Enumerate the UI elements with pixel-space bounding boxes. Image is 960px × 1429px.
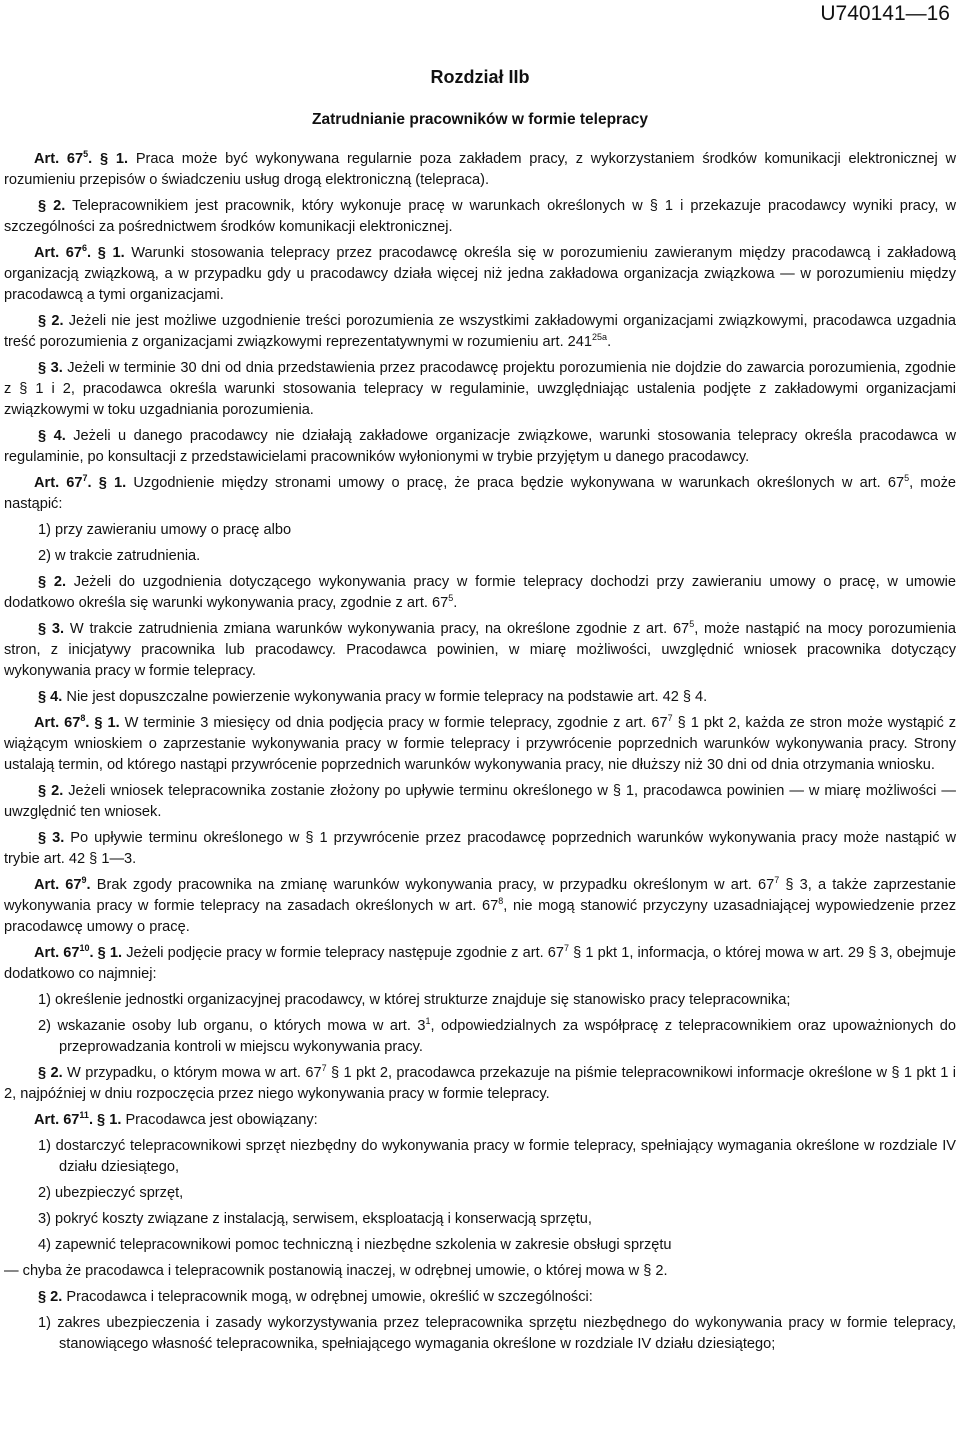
paragraph: § 2. Jeżeli do uzgodnienia dotyczącego wykonywania pracy w formie telepracy dochodzi przy zawieraniu umowy o pracę, w umowie dodatkowo określa się warunki wykonywania pracy, zgodnie z art. $67^5$. [4, 574, 956, 611]
paragraph: Art. $67^5$. § 1. Praca może być wykonywana regularnie poza zakładem pracy, z wykorzystaniem środków komunikacji elektronicznej w rozumieniu przepisów o świadczeniu usług drogą elektroniczną (telepraca). [4, 149, 957, 188]
paragraph: § 2. Telepracownikiem jest pracownik, który wykonuje pracę w warunkach określonych w § 1 i przekazuje pracodawcy wyniki pracy, w szczególności za pośrednictwem środków komunikacji elektronicznej. [4, 198, 956, 235]
chapter-subtitle: Zatrudnianie pracowników w formie telepracy [312, 111, 648, 128]
paragraph: § 2. Pracodawca i telepracownik mogą, w odrębnej umowie, określić w szczególności: [38, 1289, 593, 1305]
page-number: U740141—16 [820, 2, 950, 25]
paragraph: Art. $67^8$. § 1. W terminie 3 miesięcy od dnia podjęcia pracy w formie telepracy, zgodnie z art. $67^7$ § 1 pkt 2, każda ze stron może wystąpić z wiążącym wnioskiem o zaprzestanie wykonywania pracy w formie telepracy i przywrócenie poprzednich warunków wykonywania pracy. Strony ustalają termin, od którego nastąpi przywrócenie poprzednich warunków wykonywania pracy, nie dłuższy niż 30 dni od dnia otrzymania wniosku. [4, 713, 957, 773]
paragraph: Art. $67^6$. § 1. Warunki stosowania telepracy przez pracodawcę określa się w porozumieniu zawieranym między pracodawcą i zakładową organizacją związkową, a w przypadku gdy u pracodawcy działa więcej niż jedna zakładowa organizacja związkowa — w porozumieniu między pracodawcą a tymi organizacjami. [4, 243, 957, 303]
list-item: 4) zapewnić telepracownikowi pomoc techniczną i niezbędne szkolenia w zakresie obsługi sprzętu [38, 1237, 672, 1253]
list-item: 1) określenie jednostki organizacyjnej pracodawcy, w której strukturze znajduje się stanowisko pracy telepracownika; [38, 992, 791, 1008]
list-item: 2) w trakcie zatrudnienia. [38, 548, 201, 564]
article-body [4, 149, 956, 1360]
paragraph: § 3. Jeżeli w terminie 30 dni od dnia przedstawienia przez pracodawcę projektu porozumienia nie dojdzie do zawarcia porozumienia, zgodnie z § 1 i 2, pracodawca określa warunki stosowania telepracy w regulaminie, uwzględniając ustalenia podjęte z zakładowymi organizacjami związkowymi w toku uzgadniania porozumienia. [4, 360, 957, 418]
paragraph: Art. $67^{10}$. § 1. Jeżeli podjęcie pracy w formie telepracy następuje zgodnie z art. $67^7$ § 1 pkt 1, informacja, o której mowa w art. 29 § 3, obejmuje dodatkowo co najmniej: [4, 943, 956, 982]
paragraph: § 2. Jeżeli wniosek telepracownika zostanie złożony po upływie terminu określonego w § 1, pracodawca powinien — w miarę możliwości — uwzględnić ten wniosek. [4, 783, 956, 820]
list-item: 2) wskazanie osoby lub organu, o których mowa w art. $3^1$, odpowiedzialnych za współpracę z telepracownikiem oraz upoważnionych do przeprowadzania kontroli w miejscu wykonywania pracy. [38, 1016, 956, 1055]
paragraph: § 2. Jeżeli nie jest możliwe uzgodnienie treści porozumienia ze wszystkimi zakładowymi organizacjami związkowymi, pracodawca uzgadnia treść porozumienia z organizacjami związkowymi reprezentatywnymi w rozumieniu art. $241^{25a}$. [4, 313, 956, 350]
chapter-title: Rozdział IIb [430, 67, 530, 87]
list-item: 2) ubezpieczyć sprzęt, [38, 1185, 184, 1201]
paragraph: § 4. Nie jest dopuszczalne powierzenie wykonywania pracy w formie telepracy na podstawie art. 42 § 4. [38, 689, 708, 705]
paragraph: § 3. W trakcie zatrudnienia zmiana warunków wykonywania pracy, na określone zgodnie z art. $67^5$, może nastąpić na mocy porozumienia stron, z inicjatywy pracownika lub pracodawcy. Pracodawca powinien, w miarę możliwości, uwzględnić wniosek pracownika dotyczący wykonywania pracy w formie telepracy. [4, 619, 957, 679]
paragraph: Art. $67^9$. Brak zgody pracownika na zmianę warunków wykonywania pracy, w przypadku określonym w art. $67^7$ § 3, a także zaprzestanie wykonywania pracy w formie telepracy na zasadach określonych w art. $67^8$, nie mogą stanowić przyczyny uzasadniającej wypowiedzenie przez pracodawcę umowy o pracę. [4, 875, 956, 935]
paragraph: § 4. Jeżeli u danego pracodawcy nie działają zakładowe organizacje związkowe, warunki stosowania telepracy określa pracodawca w regulaminie, po konsultacji z przedstawicielami pracowników wyłonionymi w trybie przyjętym u danego pracodawcy. [4, 428, 957, 465]
paragraph: § 2. W przypadku, o którym mowa w art. $67^7$ § 1 pkt 2, pracodawca przekazuje na piśmie telepracownikowi informacje określone w § 1 pkt 1 i 2, najpóźniej w dniu rozpoczęcia przez niego wykonywania pracy w formie telepracy. [4, 1063, 956, 1102]
paragraph: Art. $67^{11}$. § 1. Pracodawca jest obowiązany: [34, 1110, 318, 1128]
paragraph: Art. $67^7$. § 1. Uzgodnienie między stronami umowy o pracę, że praca będzie wykonywana w warunkach określonych w art. $67^5$, może nastąpić: [4, 473, 956, 512]
list-item: 1) przy zawieraniu umowy o pracę albo [38, 522, 292, 538]
paragraph: § 3. Po upływie terminu określonego w § 1 przywrócenie przez pracodawcę poprzednich warunków wykonywania pracy może nastąpić w trybie art. 42 § 1—3. [4, 830, 957, 867]
paragraph: — chyba że pracodawca i telepracownik postanowią inaczej, w odrębnej umowie, o której mowa w § 2. [4, 1263, 668, 1279]
list-item: 1) dostarczyć telepracownikowi sprzęt niezbędny do wykonywania pracy w formie telepracy, spełniający wymagania określone w rozdziale IV działu dziesiątego, [38, 1138, 956, 1175]
list-item: 3) pokryć koszty związane z instalacją, serwisem, eksploatacją i konserwacją sprzętu, [38, 1211, 592, 1227]
list-item: 1) zakres ubezpieczenia i zasady wykorzystywania przez telepracownika sprzętu niezbędnego do wykonywania pracy w formie telepracy, stanowiącego własność telepracownika, spełniającego wymagania określone w rozdziale IV działu dziesiątego; [38, 1315, 956, 1352]
